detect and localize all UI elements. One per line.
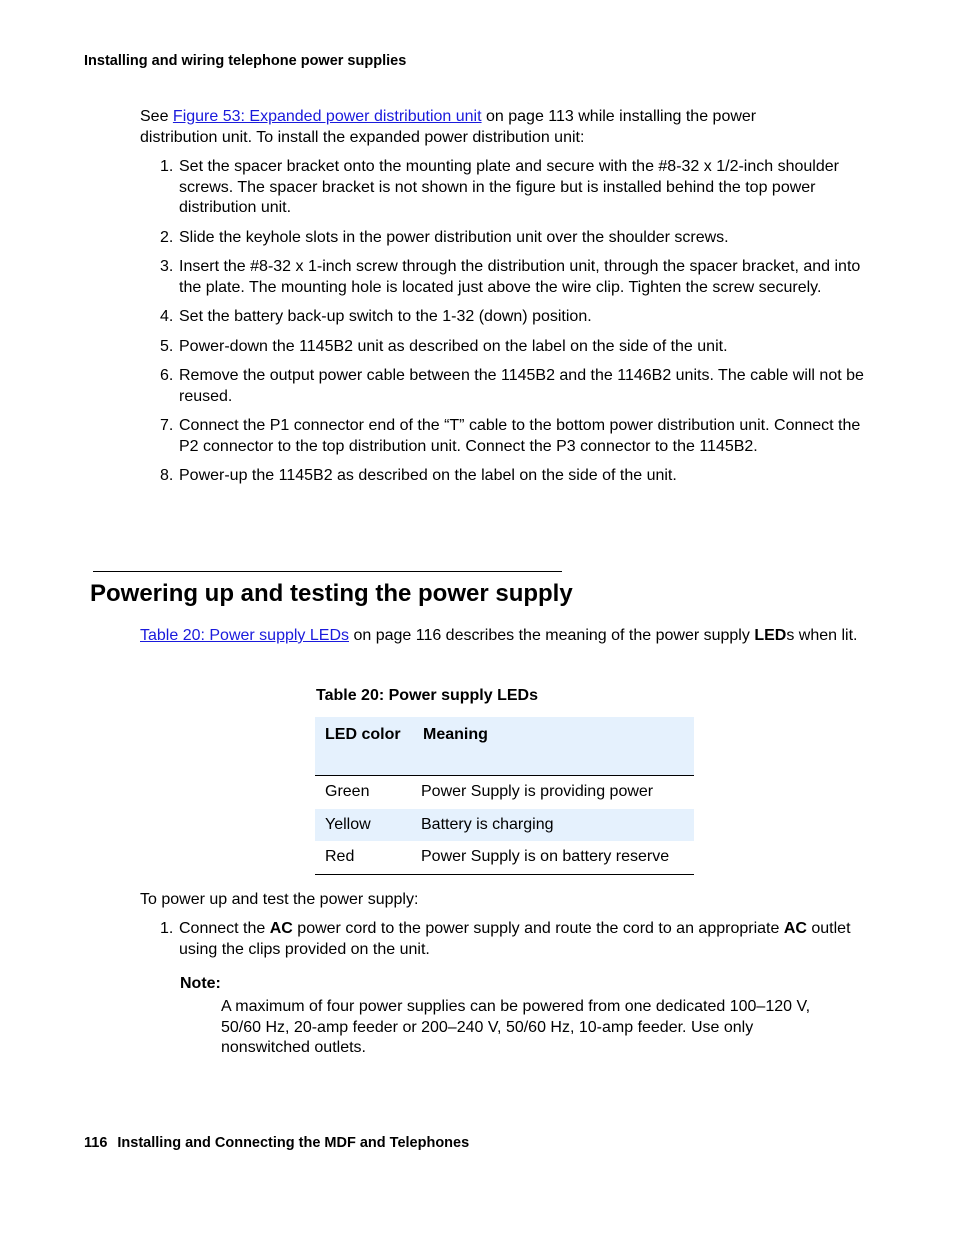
step-text: Insert the #8-32 x 1-inch screw through the distribution unit, through the spacer bracket, and into the plate. The mounting hole is located just above the wire clip. Tighten the screw securely. <box>179 258 861 296</box>
ac-term: AC <box>783 920 807 937</box>
table-20-link[interactable]: Table 20: Power supply LEDs <box>140 627 349 644</box>
table-row <box>315 841 694 874</box>
step-text: Power-down the 1145B2 unit as described on the label on the side of the unit. <box>179 337 728 355</box>
step-text: Power-up the 1145B2 as described on the label on the side of the unit. <box>179 467 677 484</box>
running-header: Installing and wiring telephone power supplies <box>84 53 407 69</box>
step-text: Set the spacer bracket onto the mounting plate and secure with the #8-32 x 1/2-inch shoulder screws. The spacer bracket is not shown in the figure but is installed behind the top power distribution unit. <box>179 158 839 216</box>
page-footer <box>84 1133 469 1153</box>
cell-led-color: Green <box>325 783 370 800</box>
note-body: A maximum of four power supplies can be powered from one dedicated 100–120 V, 50/60 Hz, 20-amp feeder or 200–240 V, 50/60 Hz, 10-amp feeder. Use only nonswitched outlets. <box>221 998 811 1056</box>
step-number: 5. <box>160 337 174 355</box>
step-number: 4. <box>160 308 174 325</box>
step-text-1: Connect the <box>179 920 270 937</box>
cell-meaning: Power Supply is providing power <box>421 783 654 800</box>
install-step <box>140 466 868 487</box>
intro-text-post: on page 113 while installing the power distribution unit. To install the expanded power distribution unit: <box>140 108 757 146</box>
step-number: 2. <box>160 228 174 246</box>
test-steps-list <box>140 919 852 969</box>
table-row <box>315 776 694 809</box>
install-steps-list <box>140 157 868 496</box>
intro-text-pre: See <box>140 108 173 125</box>
cell-led-color: Yellow <box>315 809 411 842</box>
step-number: 6. <box>160 367 174 384</box>
install-step <box>140 416 868 457</box>
step-number: 3. <box>160 258 174 275</box>
step-number: 8. <box>160 467 174 484</box>
install-step <box>140 228 868 249</box>
step-number: 1. <box>160 920 174 937</box>
step-number: 1. <box>160 158 174 175</box>
step-number: 7. <box>160 417 174 434</box>
header-meaning: Meaning <box>411 717 694 776</box>
para-text-mid: on page 116 describes the meaning of the power supply <box>349 627 755 644</box>
install-step <box>140 307 868 328</box>
table-caption: Table 20: Power supply LEDs <box>316 687 538 704</box>
led-reference-paragraph <box>140 626 860 647</box>
install-step <box>140 337 868 358</box>
book-title: Installing and Connecting the MDF and Telephones <box>117 1135 470 1151</box>
led-bold-term: LED <box>754 627 787 644</box>
cell-led-color: Red <box>315 841 411 874</box>
install-step <box>140 366 868 407</box>
para-text-end: s when lit. <box>786 627 858 644</box>
cell-meaning: Power Supply is on battery reserve <box>411 841 694 874</box>
page-number: 116 <box>84 1135 108 1151</box>
step-text: Set the battery back-up switch to the 1-32 (down) position. <box>179 308 592 325</box>
install-step <box>140 257 868 298</box>
install-step <box>140 157 868 219</box>
step-text: Connect the P1 connector end of the “T” cable to the bottom power distribution unit. Connect the P2 connector to the top distribution unit. Connect the P3 connector to the 1145B2. <box>179 417 861 455</box>
power-supply-leds-table <box>315 717 694 875</box>
step-text: Remove the output power cable between the 1145B2 and the 1146B2 units. The cable will not be reused. <box>179 367 864 405</box>
note-label: Note: <box>180 975 221 992</box>
section-heading: Powering up and testing the power supply <box>90 580 573 607</box>
test-step <box>140 919 852 960</box>
table-header-row <box>315 717 694 776</box>
table-row <box>315 809 694 842</box>
cell-meaning: Battery is charging <box>411 809 694 842</box>
intro-paragraph <box>140 107 830 148</box>
header-led-color: LED color <box>315 717 411 776</box>
test-intro-paragraph: To power up and test the power supply: <box>140 891 419 908</box>
figure-53-link[interactable]: Figure 53: Expanded power distribution unit <box>172 108 482 125</box>
step-text: Slide the keyhole slots in the power distribution unit over the shoulder screws. <box>179 228 729 246</box>
step-text-2: power cord to the power supply and route the cord to an appropriate <box>292 920 784 937</box>
step-text-3: outlet using the clips provided on the unit. <box>179 920 851 958</box>
section-divider <box>93 571 562 572</box>
ac-term: AC <box>269 920 293 937</box>
